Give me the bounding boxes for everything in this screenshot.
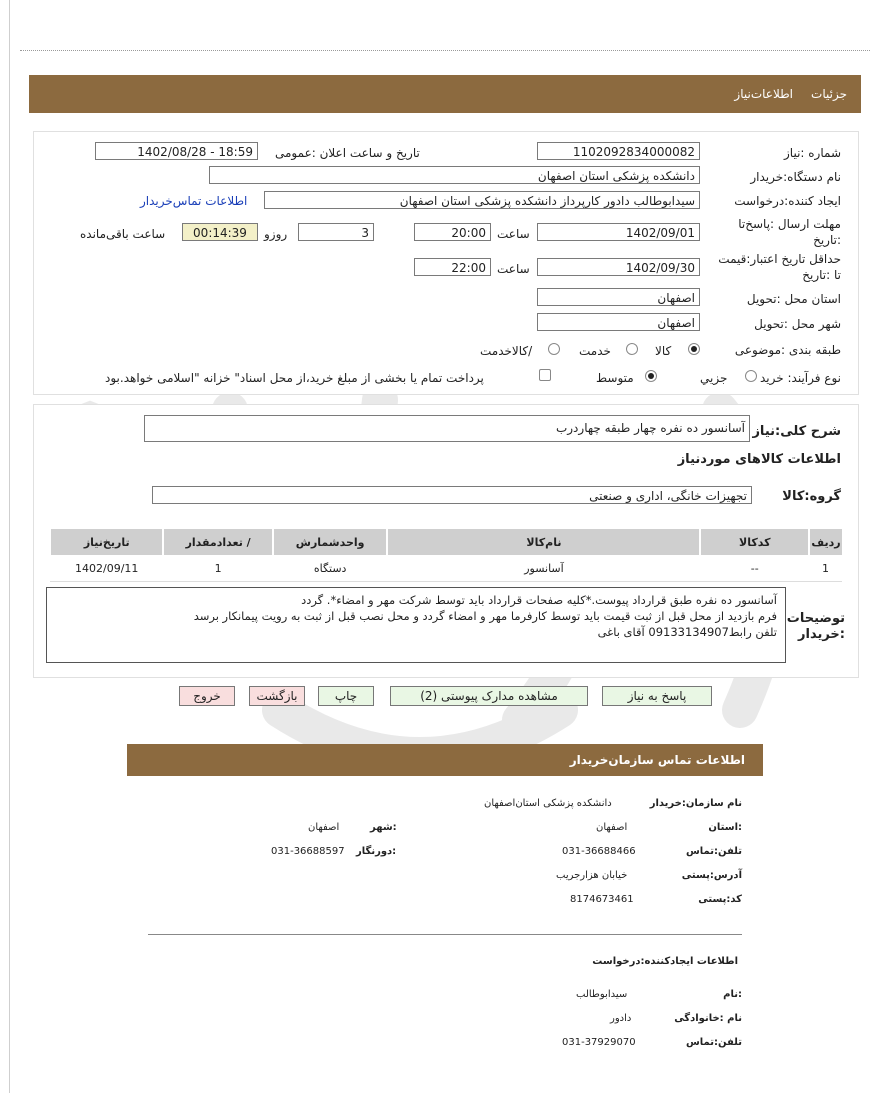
province-label-contact: :استان [708, 822, 742, 833]
validity-time-field: 22:00 [414, 258, 491, 276]
postal-value: 8174673461 [570, 894, 634, 905]
validity-time-label: ساعت [497, 262, 530, 276]
org-name-value: دانشکده پزشکی استان‌اصفهان [484, 798, 612, 809]
address-value: خیابان هزارجریب [556, 870, 628, 881]
top-divider [20, 50, 870, 51]
cell-qty: 1 [163, 555, 272, 582]
tab-need-info[interactable]: اطلاعات‌نیاز [734, 87, 793, 101]
process-partial-radio[interactable] [745, 370, 757, 382]
cell-date: 1402/09/11 [50, 555, 163, 582]
category-service-radio[interactable] [626, 343, 638, 355]
buyer-notes-line-3: تلفن رابط09133134907 آقای باغی [597, 625, 777, 639]
print-button[interactable]: چاپ [318, 686, 374, 706]
days-label: روزو [264, 227, 288, 241]
min-validity-label: حداقل تاریخ اعتبار:قیمت تا :تاریخ [718, 252, 841, 282]
deadline-label: مهلت ارسال :پاسخ‌تا :تاریخ [738, 217, 841, 247]
cell-row: 1 [809, 555, 842, 582]
col-date-header: تاریخ‌نیاز [50, 529, 163, 555]
cell-unit: دستگاه [273, 555, 388, 582]
goods-info-title: اطلاعات کالاهای موردنیاز [677, 452, 841, 467]
category-goods-label: کالا [655, 344, 672, 358]
process-medium-radio[interactable] [645, 370, 657, 382]
need-number-label: شماره :نیاز [784, 146, 841, 160]
creator-phone-value: 031-37929070 [562, 1037, 636, 1048]
reply-button[interactable]: پاسخ به نیاز [602, 686, 712, 706]
creator-name-label: :نام [723, 989, 742, 1000]
buyer-org-label: نام دستگاه:خریدار [750, 170, 841, 184]
phone-label: تلفن:تماس [685, 846, 742, 857]
cell-name: آسانسور [387, 555, 700, 582]
category-service-label: خدمت [579, 344, 611, 358]
col-row-header: ردیف [809, 529, 842, 555]
goods-table-header [50, 529, 842, 555]
validity-date-field: 1402/09/30 [537, 258, 700, 276]
province-value-contact: اصفهان [596, 822, 628, 833]
process-partial-label: جزیي [700, 371, 728, 385]
contact-divider [148, 934, 742, 935]
buyer-notes-line-1: آسانسور ده نفره طبق قرارداد پیوست.*کلیه صفحات قرارداد باید توسط شرکت مهر و امضاء*. گردد [301, 593, 777, 607]
creator-field: سیدابوطالب دادور کارپرداز دانشکده پزشکی استان اصفهان [264, 191, 700, 209]
general-desc-field: آسانسور ده نفره چهار طبقه چهاردرب [144, 415, 750, 442]
attachments-button[interactable]: مشاهده مدارک پیوستی (2) [390, 686, 588, 706]
buyer-org-field: دانشکده پزشکی استان اصفهان [209, 166, 700, 184]
contact-header-bar [127, 744, 763, 776]
days-field: 3 [298, 223, 374, 241]
city-label: شهر محل :تحویل [754, 317, 841, 331]
announce-datetime-field: 1402/08/28 - 18:59 [95, 142, 258, 160]
creator-family-value: دادور [610, 1013, 632, 1024]
remaining-timer: 00:14:39 [182, 223, 258, 241]
category-label: طبقه بندی :موضوعی [734, 343, 841, 357]
deadline-time-label: ساعت [497, 227, 530, 241]
category-goods-radio[interactable] [688, 343, 700, 355]
org-name-label: نام سازمان:خریدار [649, 798, 742, 809]
col-qty-header: / تعدادمقدار [163, 529, 272, 555]
remaining-label: ساعت باقی‌مانده [80, 227, 166, 241]
category-goods-service-radio[interactable] [548, 343, 560, 355]
creator-phone-label: تلفن:تماس [685, 1037, 742, 1048]
creator-section-title: اطلاعات ایجادکننده:درخواست [592, 956, 738, 967]
exit-button[interactable]: خروج [179, 686, 235, 706]
announce-label: تاریخ و ساعت اعلان :عمومی [275, 146, 420, 160]
creator-label: ایجاد کننده:درخواست [734, 194, 841, 208]
page-header-bar [29, 75, 861, 113]
buyer-notes-box [46, 587, 786, 663]
fax-label: :دورنگار [356, 846, 397, 857]
city-value-contact: اصفهان [308, 822, 340, 833]
buyer-notes-line-2: فرم بازدید از محل قبل از ثبت قیمت باید توسط کارفرما مهر و امضاء گردد و محل نصب قبل از ثبت به رویت پیمانکار برسد [193, 609, 777, 623]
deadline-time-field: 20:00 [414, 223, 491, 241]
creator-family-label: نام :خانوادگی [674, 1013, 742, 1024]
process-medium-label: متوسط [596, 371, 634, 385]
province-label: استان محل :تحویل [746, 292, 841, 306]
col-unit-header: واحدشمارش [273, 529, 388, 555]
postal-label: کد:پستی [698, 894, 742, 905]
contact-header-title: اطلاعات تماس سازمان‌خریدار [569, 753, 745, 767]
city-label-contact: :شهر [370, 822, 397, 833]
col-name-header: نام‌کالا [387, 529, 700, 555]
process-label: نوع فرآیند: خرید [760, 371, 841, 385]
treasury-payment-note: پرداخت تمام یا بخشی از مبلغ خرید،از محل اسناد" خزانه "اسلامی خواهد.بود [105, 371, 484, 385]
city-field: اصفهان [537, 313, 700, 331]
category-goods-service-label: /کالاخدمت [480, 344, 533, 358]
buyer-contact-link[interactable]: اطلاعات تماس‌خریدار [140, 194, 248, 208]
back-button[interactable]: بازگشت [249, 686, 305, 706]
page-left-border [9, 0, 10, 1093]
goods-table [49, 529, 842, 582]
phone-value: 031-36688466 [562, 846, 636, 857]
general-desc-label: شرح کلی:نیاز [752, 424, 841, 439]
cell-code: -- [700, 555, 809, 582]
creator-name-value: سیدابوطالب [576, 989, 628, 1000]
deadline-date-field: 1402/09/01 [537, 223, 700, 241]
goods-group-field: تجهیزات خانگی، اداری و صنعتی [152, 486, 752, 504]
province-field: اصفهان [537, 288, 700, 306]
address-label: آدرس:پستی [681, 870, 742, 881]
fax-value: 031-36688597 [271, 846, 345, 857]
treasury-payment-checkbox[interactable] [539, 369, 551, 381]
table-row[interactable] [50, 555, 842, 582]
col-code-header: کدکالا [700, 529, 809, 555]
buyer-notes-label: توضیحات :خریدار [786, 611, 845, 642]
tab-details[interactable]: جزئیات [811, 87, 847, 101]
need-number-field: 1102092834000082 [537, 142, 700, 160]
goods-group-label: گروه:کالا [782, 489, 841, 504]
